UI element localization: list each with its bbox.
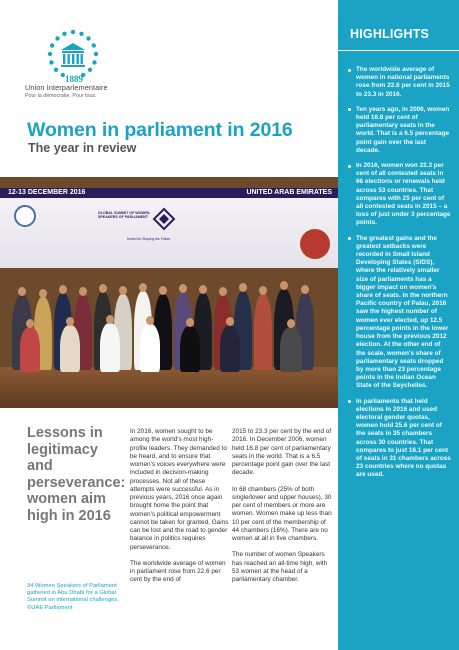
highlight-item: In 2016, women won 22.3 per cent of all contested seats in 66 elections or renewals held across 53 countries. That compares with 25 per cent of all contested seats in 2015 – a loss of just under 3 percentage points. (348, 162, 451, 228)
org-tagline: Pour la démocratie. Pour tous. (25, 93, 97, 99)
body-paragraph: 2015 to 23.3 per cent by the end of 2016. In December 2006, women held 16.8 per cent of parliamentary seats in the world. That is a 6.5 percentage point gain over the last decade. (232, 428, 332, 477)
summit-photo (0, 177, 338, 408)
body-paragraph: In 68 chambers (25% of both single/lower and upper houses), 30 per cent of members or more are women. Women make up less than 10 per cent of the membership of 44 chambers (16%). There are no women at all in five chambers. (232, 485, 332, 542)
photo-summit-tagline: United for Shaping the Future (127, 237, 171, 241)
photo-floor (0, 367, 338, 408)
page-title: Women in parliament in 2016 (27, 119, 293, 141)
highlights-heading: HIGHLIGHTS (338, 0, 459, 51)
body-paragraph: The worldwide average of women in parliament rose from 22.6 per cent by the end of (130, 559, 226, 584)
photo-banner-country: UNITED ARAB EMIRATES (246, 189, 332, 196)
body-column-1 (130, 428, 230, 593)
svg-text:1889: 1889 (65, 74, 83, 84)
highlights-list (348, 66, 451, 480)
body-paragraph: The number of women Speakers has reached an all-time high, with 53 women at the head of a parliamentary chamber. (232, 551, 328, 583)
national-council-emblem-icon (300, 229, 330, 259)
highlight-item: Ten years ago, in 2006, women held 16.8 per cent of parliamentary seats in the world. That is a 6.5 percentage point gain over the last decade. (348, 106, 451, 155)
ipu-backdrop-logo-icon (14, 205, 36, 227)
photo-banner-date: 12-13 DECEMBER 2016 (8, 189, 86, 196)
ipu-logo (25, 28, 145, 108)
highlight-item: The worldwide average of women in national parliaments rose from 22.6 per cent in 2015 to 23.3 in 2016. (348, 66, 451, 99)
highlight-item: The greatest gains and the greatest setbacks were recorded in Small Island Developing States (SIDS), where the relatively smaller size of parliaments has a bigger impact on women's share of seats. In the northern Pacific country of Palau, 2016 saw the highest number of women ever elected, up 12.5 percentage points in the lower house from the previous 2012 election. At the other end of the scale, women's share of parliamentary seats dropped by more than 23 percentage points in the Indian Ocean State of the Seychelles. (348, 235, 451, 391)
lessons-heading: Lessons in legitimacy and perseverance: women aim high in 2016 (27, 425, 126, 524)
page-subtitle: The year in review (28, 141, 137, 155)
highlight-item: In parliaments that held elections in 2016 and used electoral gender quotas, women hold 25.6 per cent of the seats in 35 chambers across 30 countries. That compares to just 16.1 per cent of seats in 31 chambers across 23 countries where no quotas are used. (348, 398, 451, 480)
photo-summit-text: GLOBAL SUMMIT OF WOMEN SPEAKERS OF PARLIAMENT (98, 211, 150, 220)
body-column-2 (232, 428, 332, 592)
photo-caption: 34 Women Speakers of Parliament gathered in Abu Dhabi for a Global Summit on international challenges. ©UAE Parliament (27, 583, 119, 611)
highlights-panel (338, 0, 459, 650)
body-paragraph: In 2016, women sought to be among the world's most high-profile leaders. They demanded to be heard, and to ensure that women's voices everywhere were included in decision-making processes. Not all of these attempts were successful. As in previous years, 2016 once again brought home the point that women's political empowerment cannot be taken for granted. Gains can be lost and the road to gender balance in politics requires perseverance. (130, 428, 229, 551)
org-name: Union Interparlementaire (25, 83, 108, 92)
summit-emblem-icon (152, 207, 176, 237)
